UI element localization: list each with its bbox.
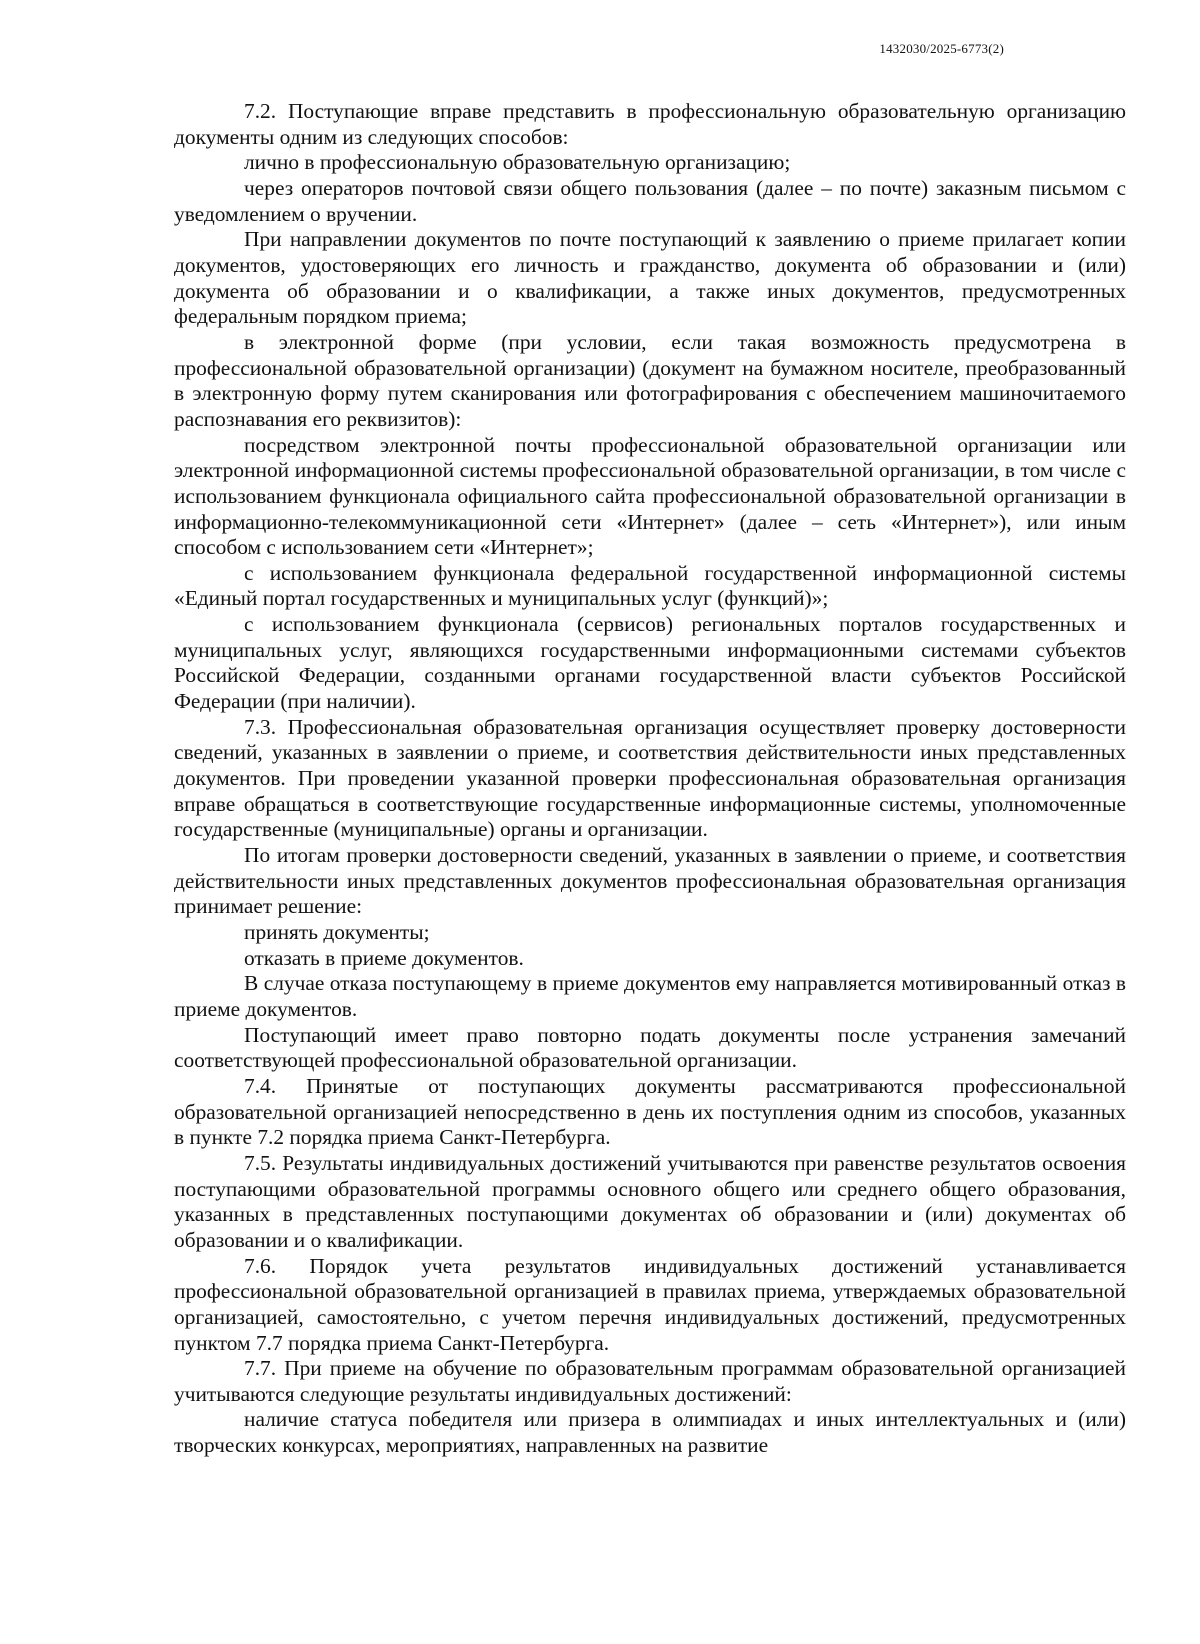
list-item-electronic-form: в электронной форме (при условии, если такая возможность предусмотрена в профессиональной образовательной организации) (документ на бумажном носителе, преобразованный в электронную форму путем сканирования или фотографирования с обеспечением машиночитаемого распознавания его реквизитов): [174,329,1126,431]
document-registration-number: 1432030/2025-6773(2) [879,41,1004,56]
document-body [174,99,1126,1459]
list-item-in-person: лично в профессиональную образовательную организацию; [244,150,791,175]
paragraph-postal-documents: При направлении документов по почте поступающий к заявлению о приеме прилагает копии документов, удостоверяющих его личность и гражданство, документа об образовании и (или) документа об образовании и о квалификации, а также иных документов, предусмотренных федеральным порядком приема; [174,227,1126,329]
paragraph-7-3: 7.3. Профессиональная образовательная организация осуществляет проверку достоверности сведений, указанных в заявлении о приеме, и соответствия действительности иных представленных документов. При проведении указанной проверки профессиональная образовательная организация вправе обращаться в соответствующие государственные информационные системы, уполномоченные государственные (муниципальные) органы и организации. [174,714,1126,842]
paragraph-resubmission-right: Поступающий имеет право повторно подать документы после устранения замечаний соответствующей профессиональной образовательной организации. [174,1022,1126,1073]
list-item-email-or-information-system: посредством электронной почты профессиональной образовательной организации или электронной информационной системы профессиональной образовательной организации, в том числе с использованием функционала официального сайта профессиональной образовательной организации в информационно-телекоммуникационной сети «Интернет» (далее – сеть «Интернет»), или иным способом с использованием сети «Интернет»; [174,432,1126,560]
list-item-regional-portals: с использованием функционала (сервисов) региональных порталов государственных и муниципальных услуг, являющихся государственными информационными системами субъектов Российской Федерации, созданными органами государственной власти субъектов Российской Федерации (при наличии). [174,612,1126,714]
list-item-by-post: через операторов почтовой связи общего пользования (далее – по почте) заказным письмом с уведомлением о вручении. [174,175,1126,226]
list-item-olympiad-winner: наличие статуса победителя или призера в олимпиадах и иных интеллектуальных и (или) творческих конкурсах, мероприятиях, направленных на развитие [174,1407,1126,1458]
paragraph-7-2: 7.2. Поступающие вправе представить в профессиональную образовательную организацию документы одним из следующих способов: [174,99,1126,149]
decision-refuse-documents: отказать в приеме документов. [244,945,524,970]
paragraph-7-6: 7.6. Порядок учета результатов индивидуальных достижений устанавливается профессиональной образовательной организацией в правилах приема, утверждаемых образовательной организацией, самостоятельно, с учетом перечня индивидуальных достижений, предусмотренных пунктом 7.7 порядка приема Санкт-Петербурга. [174,1253,1126,1355]
paragraph-7-7: 7.7. При приеме на обучение по образовательным программам образовательной организацией учитываются следующие результаты индивидуальных достижений: [174,1356,1126,1406]
paragraph-7-4: 7.4. Принятые от поступающих документы рассматриваются профессиональной образовательной организацией непосредственно в день их поступления одним из способов, указанных в пункте 7.2 порядка приема Санкт-Петербурга. [174,1073,1126,1150]
paragraph-7-5: 7.5. Результаты индивидуальных достижений учитываются при равенстве результатов освоения поступающими образовательной программы основного общего или среднего общего образования, указанных в представленных поступающими документах об образовании и (или) документах об образовании и о квалификации. [174,1150,1126,1252]
decision-accept-documents: принять документы; [244,920,430,944]
list-item-federal-portal: с использованием функционала федеральной государственной информационной системы «Единый портал государственных и муниципальных услуг (функций)»; [174,560,1126,611]
paragraph-verification-decision: По итогам проверки достоверности сведений, указанных в заявлении о приеме, и соответствия действительности иных представленных документов профессиональная образовательная организация принимает решение: [174,843,1126,919]
paragraph-refusal-notice: В случае отказа поступающему в приеме документов ему направляется мотивированный отказ в приеме документов. [174,971,1126,1021]
